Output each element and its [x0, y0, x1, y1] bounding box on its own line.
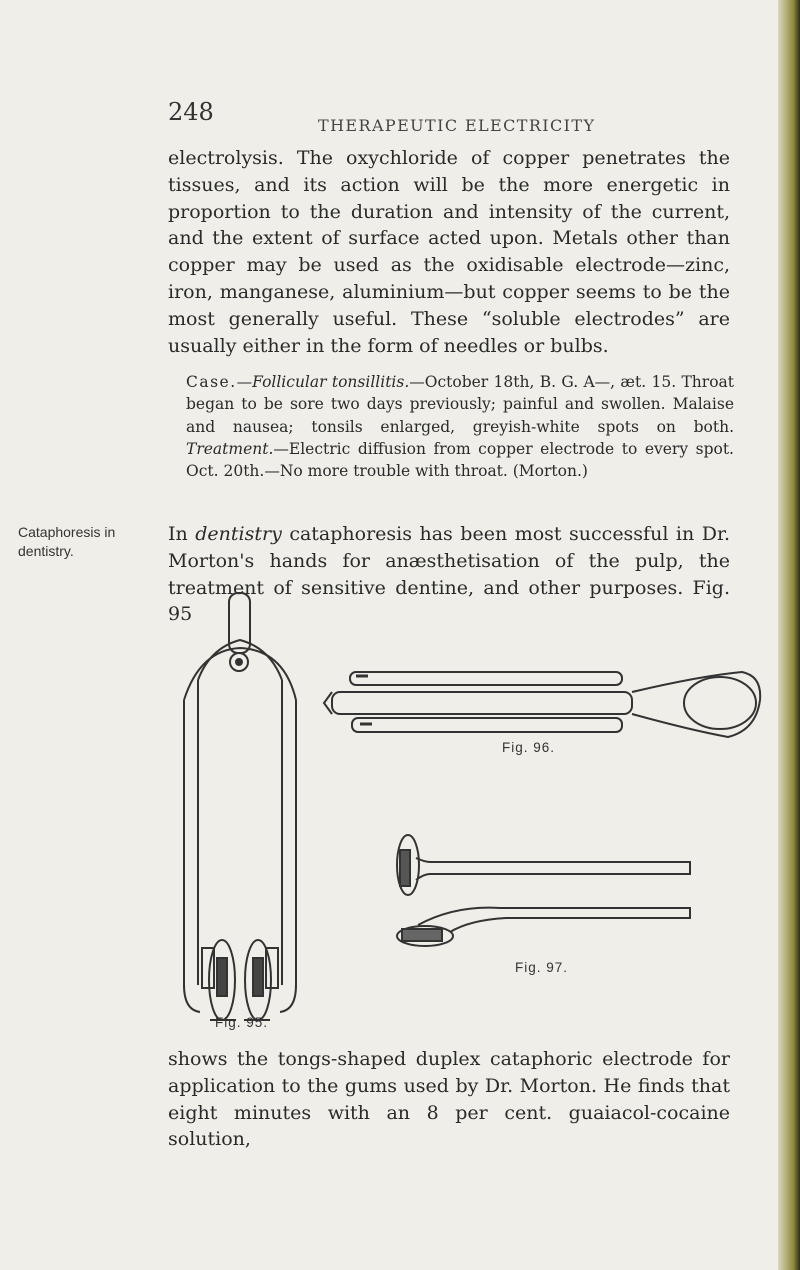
paragraph-dentistry-lead: In — [168, 523, 196, 545]
fig95-caption: Fig. 95. — [215, 1015, 269, 1030]
treatment-label: Treatment. — [186, 439, 274, 458]
paragraph-dentistry-emphasis: dentistry — [195, 523, 282, 545]
margin-note: Cataphoresis in dentistry. — [18, 524, 116, 559]
fig95-tongs-electrode — [184, 593, 296, 1020]
page-number: 248 — [168, 98, 214, 126]
paragraph-electrolysis: electrolysis. The oxychloride of copper penetrates the tissues, and its action will be the more energetic in proportion to the duration and intensity of the current, and the extent of surface acted upon. Metals other than copper may be used as the oxidisable electrode—zinc, iron, manganese, aluminium—but copper seems to be the most generally useful. These “soluble electrodes” are usually either in the form of needles or bulbs. — [168, 147, 730, 357]
case-title: —Follicular tonsillitis. — [236, 373, 410, 391]
running-title: THERAPEUTIC ELECTRICITY — [318, 116, 596, 135]
paragraph-dentistry-rest: cataphoresis has been most successful in Dr. Morton's hands for anæsthetisation of the pulp, the treatment of sensitive dentine, and other purposes. Fig. 95 — [168, 523, 730, 626]
fig96-caption: Fig. 96. — [502, 740, 556, 755]
case-text-2: —Electric diffusion from copper electrode to every spot. Oct. 20th.—No more trouble with throat. (Morton.) — [186, 439, 734, 481]
case-label: Case. — [186, 373, 237, 391]
fig97-caption: Fig. 97. — [515, 960, 569, 975]
fig97-electrodes — [397, 835, 690, 946]
case-text-1: —October 18th, B. G. A—, æt. 15. Throat began to be sore two days previously; painful and swollen. Malaise and nausea; tonsils enlarged, greyish-white spots on both. — [186, 373, 735, 436]
fig96-electrode — [324, 672, 760, 737]
paragraph-fig95-description: shows the tongs-shaped duplex cataphoric electrode for application to the gums used by Dr. Morton. He finds that eight minutes with an 8 per cent. guaiacol-cocaine solution, — [168, 1048, 730, 1151]
